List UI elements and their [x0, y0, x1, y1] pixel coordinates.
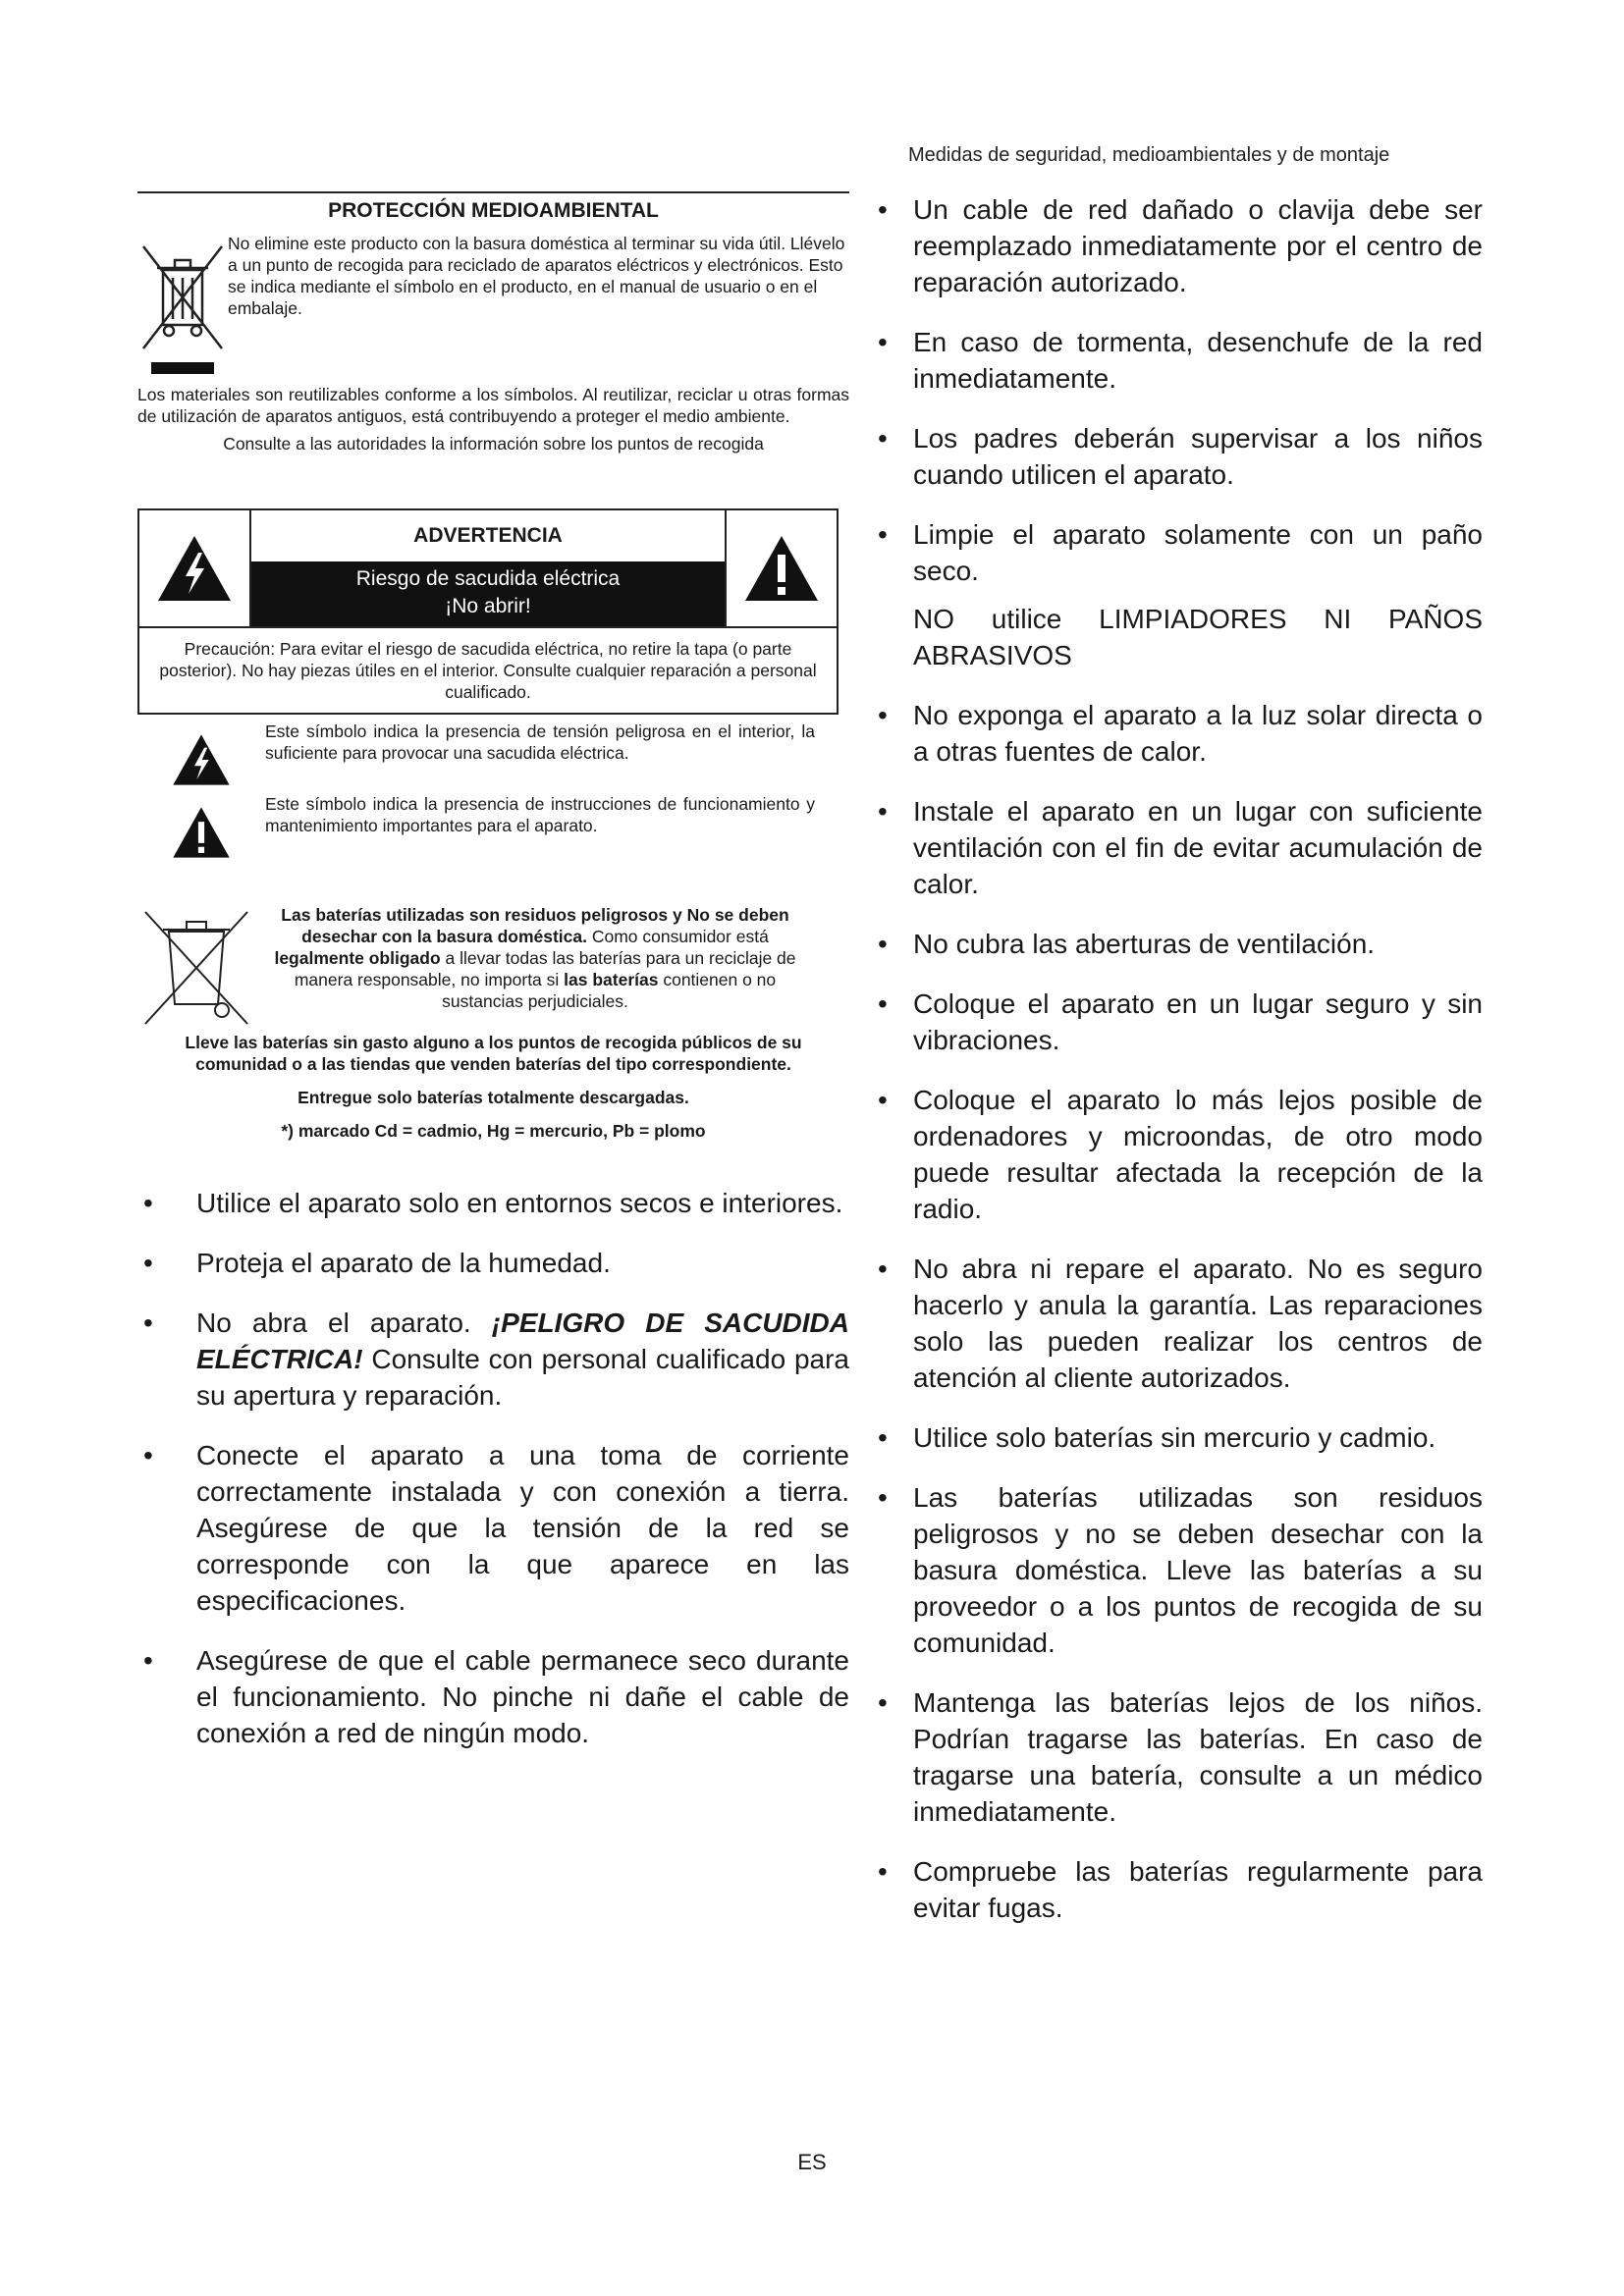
warning-risk-banner	[251, 561, 725, 626]
battery-row	[137, 904, 849, 1032]
list-item: • Compruebe las baterías regularmente para evitar fugas.	[878, 1856, 1483, 1923]
exclamation-symbol-icon	[137, 793, 265, 860]
left-column	[137, 191, 849, 1775]
battery-lleve-text: Lleve las baterías sin gasto alguno a los puntos de recogida públicos de su comunidad o a las tiendas que venden baterías del tipo correspondiente.	[185, 1033, 802, 1074]
env-section-title: PROTECCIÓN MEDIOAMBIENTAL	[137, 191, 849, 223]
page-header: Medidas de seguridad, medioambientales y de montaje	[908, 144, 1390, 166]
list-item: • Utilice el aparato solo en entornos secos e interiores.	[143, 1188, 843, 1218]
page-footer: ES	[797, 2150, 827, 2174]
battery-marcado-text: *) marcado Cd = cadmio, Hg = mercurio, Pb = plomo	[281, 1121, 706, 1141]
right-bullet-list	[874, 191, 1483, 1926]
list-item-subtext: NO utilice LIMPIADORES NI PAÑOS ABRASIVOS	[913, 604, 1483, 670]
list-item: • Coloque el aparato lo más lejos posible de ordenadores y microondas, de otro modo puede resultar afectada la recepción de la radio.	[878, 1085, 1483, 1224]
battery-text-2: a llevar todas las baterías para un reciclaje de manera responsable, no importa si	[294, 948, 796, 989]
warning-body: Precaución: Para evitar el riesgo de sacudida eléctrica, no retire la tapa (o parte posterior). No hay piezas útiles en el interior. Consulte cualquier reparación a personal cualificado.	[159, 639, 817, 702]
battery-text	[260, 904, 810, 1012]
list-item: • Mantenga las baterías lejos de los niños. Podrían tragarse las baterías. En caso de tragarse una batería, consulte a un médico inmediatamente.	[878, 1687, 1483, 1827]
list-item: • Los padres deberán supervisar a los niños cuando utilicen el aparato.	[878, 423, 1483, 490]
left-bullet-list	[137, 1185, 849, 1751]
env-row	[137, 233, 849, 380]
right-column	[874, 191, 1483, 1949]
battery-bold-3: las baterías	[564, 970, 659, 989]
warning-title: ADVERTENCIA	[413, 524, 563, 547]
list-item: • No cubra las aberturas de ventilación.	[878, 929, 1376, 959]
list-item: • Asegúrese de que el cable permanece seco durante el funcionamiento. No pinche ni dañe el cable de conexión a red de ningún modo.	[143, 1645, 849, 1748]
battery-bold-2: legalmente obligado	[274, 948, 441, 968]
symbol-row-exclamation	[137, 793, 849, 860]
lightning-warning-icon	[139, 510, 251, 626]
battery-entregue-text: Entregue solo baterías totalmente descargadas.	[298, 1088, 689, 1107]
list-item: • Las baterías utilizadas son residuos peligrosos y no se deben desechar con la basura doméstica. Lleve las baterías a su proveedor o a los puntos de recogida de su comunidad.	[878, 1482, 1483, 1658]
battery-text-3: contienen o no sustancias perjudiciales.	[442, 970, 777, 1011]
list-item: • Conecte el aparato a una toma de corriente correctamente instalada y con conexión a tierra. Asegúrese de que la tensión de la red se corresponde con la que aparece en las especificaciones.	[143, 1440, 849, 1616]
crossed-out-bin-icon	[137, 233, 228, 380]
exclamation-warning-icon	[725, 510, 837, 626]
list-item: • No exponga el aparato a la luz solar directa o a otras fuentes de calor.	[878, 700, 1483, 767]
battery-bold-1: Las baterías utilizadas son residuos peligrosos y No se deben desechar con la basura doméstica.	[281, 905, 789, 946]
list-item: • Instale el aparato en un lugar con suficiente ventilación con el fin de evitar acumulación de calor.	[878, 796, 1483, 899]
symbol1-text: Este símbolo indica la presencia de tensión peligrosa en el interior, la suficiente para provocar una sacudida eléctrica.	[265, 721, 815, 763]
list-item: • Utilice solo baterías sin mercurio y cadmio.	[878, 1422, 1436, 1453]
list-item: • Un cable de red dañado o clavija debe ser reemplazado inmediatamente por el centro de reparación autorizado.	[878, 194, 1483, 297]
list-item: • En caso de tormenta, desenchufe de la red inmediatamente.	[878, 327, 1483, 394]
warning-risk-line2: ¡No abrir!	[445, 595, 531, 617]
crossed-out-battery-bin-icon	[137, 904, 260, 1032]
env-paragraph: Los materiales son reutilizables conforme a los símbolos. Al reutilizar, reciclar u otras formas de utilización de aparatos antiguos, está contribuyendo a proteger el medio ambiente.	[137, 385, 849, 426]
battery-text-1: Como consumidor está	[587, 927, 769, 946]
lightning-symbol-icon	[137, 721, 265, 787]
symbol2-text: Este símbolo indica la presencia de instrucciones de funcionamiento y mantenimiento importantes para el aparato.	[265, 794, 815, 835]
list-item: • Proteja el aparato de la humedad.	[143, 1248, 611, 1278]
list-item: • No abra el aparato. ¡PELIGRO DE SACUDIDA ELÉCTRICA! Consulte con personal cualificado para su apertura y reparación.	[143, 1308, 849, 1411]
env-consult-text: Consulte a las autoridades la información sobre los puntos de recogida	[223, 434, 764, 454]
warning-risk-line1: Riesgo de sacudida eléctrica	[355, 567, 621, 590]
list-item: • No abra ni repare el aparato. No es seguro hacerlo y anula la garantía. Las reparaciones solo las pueden realizar los centros de atención al cliente autorizados.	[878, 1254, 1483, 1393]
symbol-row-lightning	[137, 721, 849, 787]
list-item: • Limpie el aparato solamente con un paño seco. NO utilice LIMPIADORES NI PAÑOS ABRASIVOS	[874, 516, 1483, 673]
env-text: No elimine este producto con la basura doméstica al terminar su vida útil. Llévelo a un punto de recogida para reciclado de aparatos eléctricos y electrónicos. Esto se indica mediante el símbolo en el producto, en el manual de usuario o en el embalaje.	[228, 234, 845, 318]
list-item: • Coloque el aparato en un lugar seguro y sin vibraciones.	[878, 988, 1483, 1055]
warning-box	[137, 508, 839, 715]
